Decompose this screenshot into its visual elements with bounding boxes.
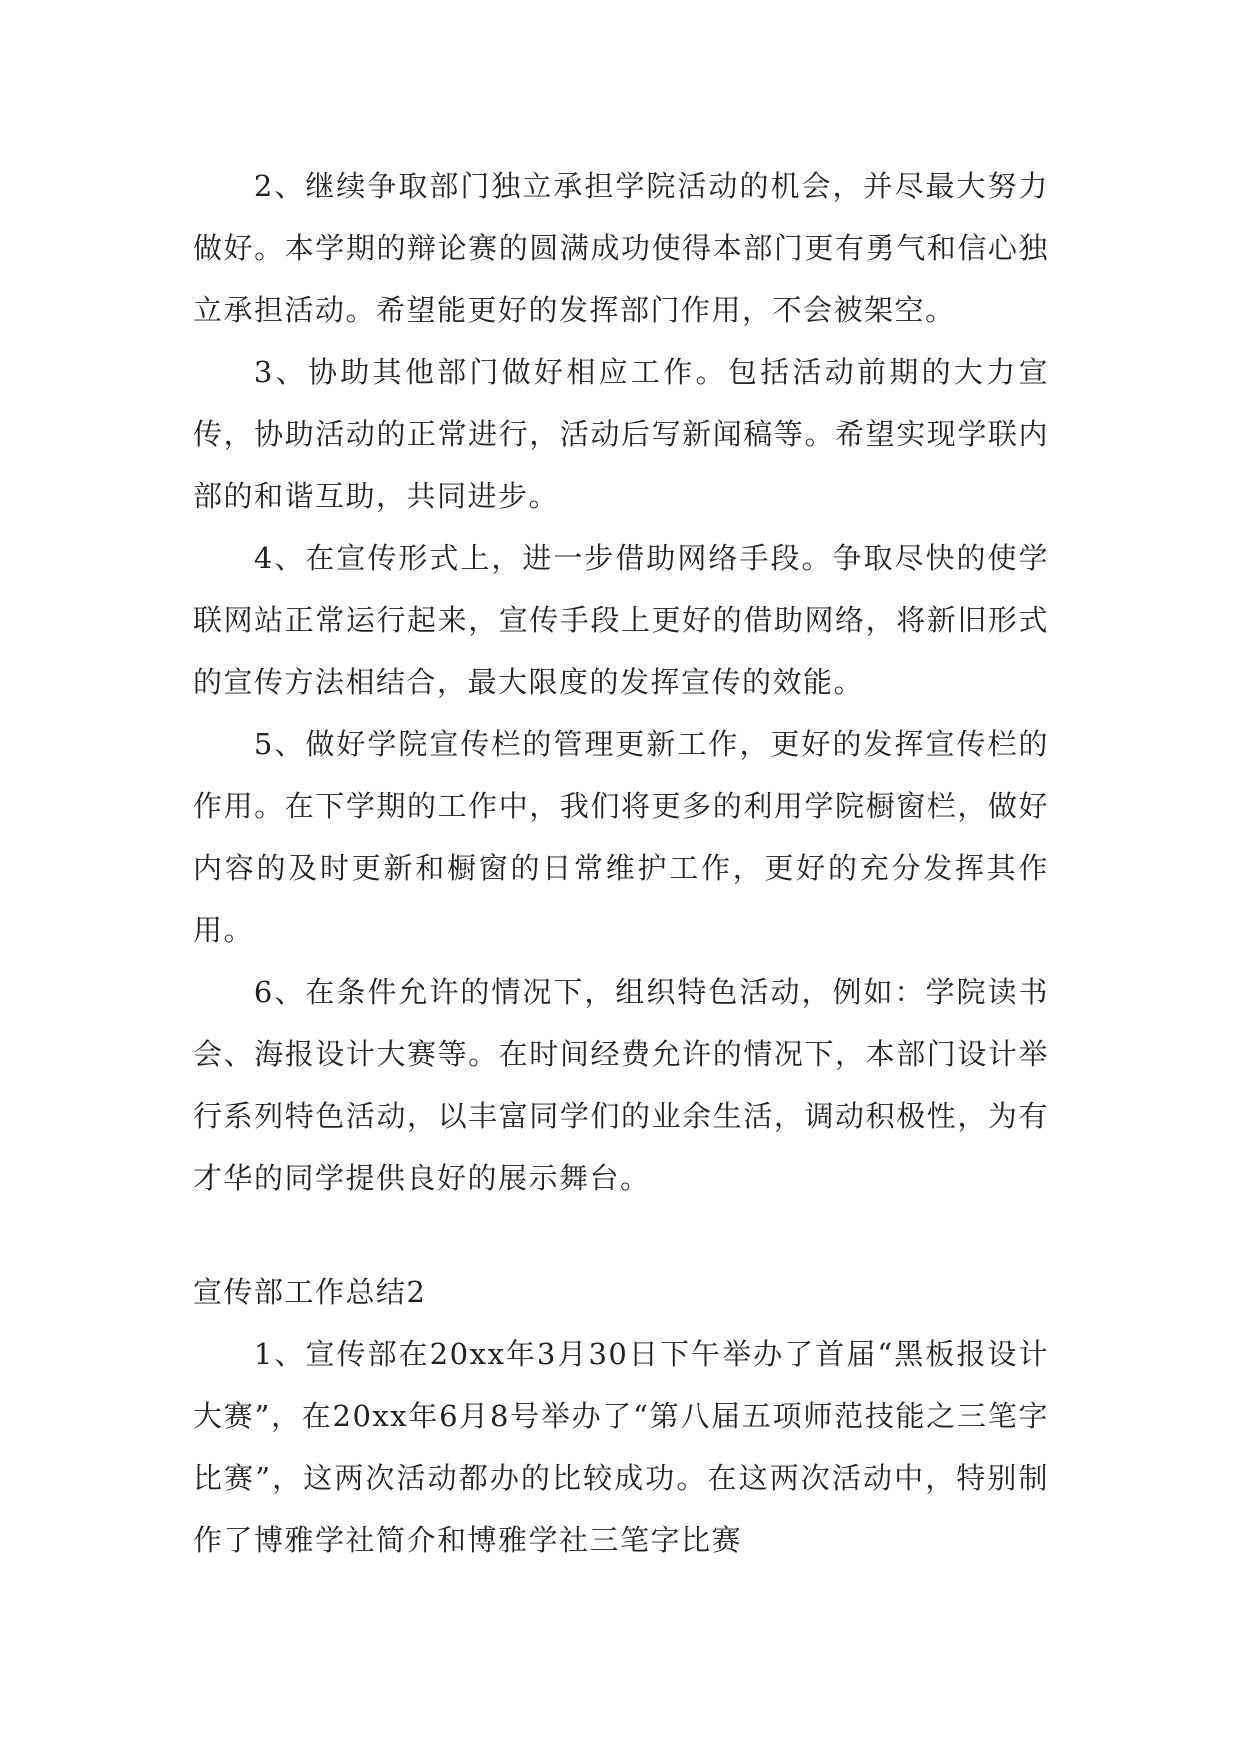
paragraph-item-5: 5、做好学院宣传栏的管理更新工作，更好的发挥宣传栏的作用。在下学期的工作中，我们将更多的利用学院橱窗栏，做好内容的及时更新和橱窗的日常维护工作，更好的充分发挥其作用。 [193, 727, 1049, 947]
document-body [193, 155, 1049, 1571]
paragraph-item-4: 4、在宣传形式上，进一步借助网络手段。争取尽快的使学联网站正常运行起来，宣传手段上更好的借助网络，将新旧形式的宣传方法相结合，最大限度的发挥宣传的效能。 [193, 541, 1049, 699]
paragraph-item-3: 3、协助其他部门做好相应工作。包括活动前期的大力宣传，协助活动的正常进行，活动后写新闻稿等。希望实现学联内部的和谐互助，共同进步。 [193, 355, 1049, 513]
paragraph-item-6: 6、在条件允许的情况下，组织特色活动，例如：学院读书会、海报设计大赛等。在时间经费允许的情况下，本部门设计举行系列特色活动，以丰富同学们的业余生活，调动积极性，为有才华的同学提供良好的展示舞台。 [193, 975, 1049, 1195]
paragraph-summary-item-1: 1、宣传部在20xx年3月30日下午举办了首届“黑板报设计大赛”，在20xx年6月8号举办了“第八届五项师范技能之三笔字比赛”，这两次活动都办的比较成功。在这两次活动中，特别制作了博雅学社简介和博雅学社三笔字比赛 [193, 1337, 1049, 1557]
section-heading: 宣传部工作总结2 [193, 1275, 427, 1309]
paragraph-item-2: 2、继续争取部门独立承担学院活动的机会，并尽最大努力做好。本学期的辩论赛的圆满成功使得本部门更有勇气和信心独立承担活动。希望能更好的发挥部门作用，不会被架空。 [193, 169, 1049, 327]
